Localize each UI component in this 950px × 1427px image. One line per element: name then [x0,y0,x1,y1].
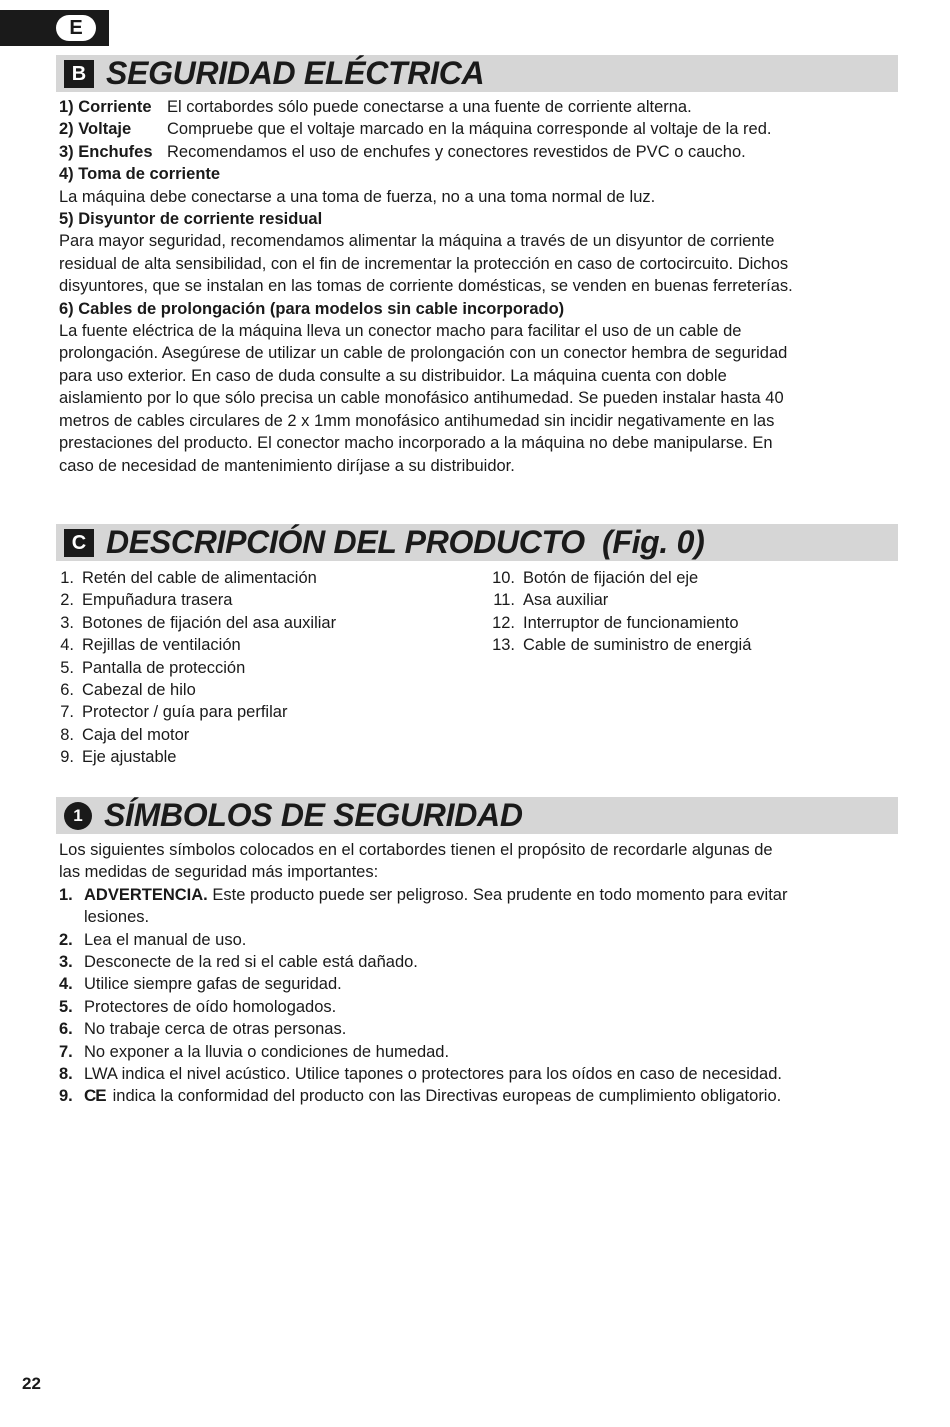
cables-line: aislamiento por lo que sólo precisa un cable monofásico antihumedad. Se pueden instalar hasta 40 [59,389,784,408]
product-parts-list-left [49,567,336,769]
item-text: Utilice siempre gafas de seguridad. [84,975,342,994]
list-item [59,1041,895,1063]
list-item [59,884,895,929]
list-item [59,1085,895,1107]
item-text [84,884,787,929]
section-c-title: DESCRIPCIÓN DEL PRODUCTO (Fig. 0) [106,524,705,560]
item-number: 6. [59,1020,73,1039]
item-text: Desconecte de la red si el cable está dañado. [84,953,418,972]
cables-line: La fuente eléctrica de la máquina lleva un conector macho para facilitar el uso de un cable de [59,322,742,341]
list-item [49,679,336,701]
item-number: 7. [59,1042,73,1061]
item-text: Eje ajustable [82,748,177,767]
item-number: 3. [60,613,74,632]
warning-label: ADVERTENCIA. [84,885,208,904]
item-number: 3. [59,953,73,972]
item-enchufes-label: 3) Enchufes [59,142,153,161]
ce-text: indica la conformidad del producto con las Directivas europeas de cumplimiento obligatorio. [112,1087,782,1106]
item-text: Lea el manual de uso. [84,930,247,949]
list-item [59,1018,895,1040]
item-text: No trabaje cerca de otras personas. [84,1020,347,1039]
list-item [49,634,336,656]
section-b-header [56,55,898,92]
cables-line: prestaciones del producto. El conector macho incorporado a la máquina no debe manipularse. En [59,434,773,453]
disyuntor-line: disyuntores, que se instalan en las tomas de corriente domésticas, se venden en buenas ferreterías. [59,277,793,296]
text-toma: La máquina debe conectarse a una toma de fuerza, no a una toma normal de luz. [59,187,656,206]
language-label: E [56,15,96,41]
item-number: 12. [492,613,515,632]
item-number: 1. [60,569,74,587]
item-number: 11. [493,591,515,610]
section-1-title: SÍMBOLOS DE SEGURIDAD [104,797,523,833]
intro-line: las medidas de seguridad más importantes: [59,863,379,882]
list-item [49,612,336,634]
item-number: 9. [59,1087,73,1106]
item-corriente-text: El cortabordes sólo puede conectarse a una fuente de corriente alterna. [167,98,692,116]
heading-disyuntor: 5) Disyuntor de corriente residual [59,210,323,229]
item-text: Cabezal de hilo [82,681,196,700]
item-text: LWA indica el nivel acústico. Utilice tapones o protectores para los oídos en caso de necesidad. [84,1065,782,1084]
disyuntor-line: residual de alta sensibilidad, con el fin de incrementar la protección en caso de cortocircuito. Dichos [59,254,789,273]
item-number: 8. [59,1065,73,1084]
list-item [59,1063,895,1085]
list-item [49,567,336,589]
cables-line: para uso exterior. En caso de duda consulte a su distribuidor. La máquina cuenta con doble [59,366,727,385]
item-enchufes-text: Recomendamos el uso de enchufes y conectores revestidos de PVC o caucho. [167,142,746,161]
ce-mark-icon: CE [84,1086,106,1106]
product-parts-list-right [489,567,751,657]
item-number: 6. [60,681,74,700]
item-voltaje-label: 2) Voltaje [59,120,132,139]
section-1-badge: 1 [64,802,92,830]
item-text: Caja del motor [82,725,190,744]
warning-text-cont: lesiones. [84,908,150,927]
item-number: 2. [60,591,74,610]
item-text: Botones de fijación del asa auxiliar [82,613,337,632]
item-enchufes [59,141,895,163]
item-text: Botón de fijación del eje [523,569,699,587]
item-text: Protector / guía para perfilar [82,703,288,722]
item-text: No exponer a la lluvia o condiciones de humedad. [84,1042,450,1061]
list-item [49,746,336,768]
list-item [59,973,895,995]
item-text: Cable de suministro de energiá [523,636,752,655]
item-number: 5. [59,997,73,1016]
item-voltaje [59,118,895,140]
list-item [59,951,895,973]
item-corriente-label: 1) Corriente [59,98,152,116]
list-item [489,612,751,634]
section-1-body [59,839,895,1108]
item-number: 8. [60,725,74,744]
cables-line: metros de cables circulares de 2 x 1mm monofásico antihumedad sin incidir negativamente en las [59,411,775,430]
section-b-body [59,96,895,477]
list-item [49,589,336,611]
list-item [59,996,895,1018]
list-item [49,724,336,746]
language-tab [0,10,109,46]
item-text: Asa auxiliar [523,591,609,610]
warning-text: Este producto puede ser peligroso. Sea prudente en todo momento para evitar [207,885,788,904]
list-item [489,589,751,611]
item-number: 13. [492,636,515,655]
item-text [84,1085,781,1107]
item-text: Rejillas de ventilación [82,636,241,655]
item-voltaje-text: Compruebe que el voltaje marcado en la máquina corresponde al voltaje de la red. [167,120,772,139]
item-number: 7. [60,703,74,722]
intro-line: Los siguientes símbolos colocados en el cortabordes tienen el propósito de recordarle algunas de [59,841,773,859]
heading-toma: 4) Toma de corriente [59,165,221,184]
item-text: Interruptor de funcionamiento [523,613,739,632]
cables-line: caso de necesidad de mantenimiento diríjase a su distribuidor. [59,456,515,475]
list-item [59,929,895,951]
list-item [489,567,751,589]
cables-line: prolongación. Asegúrese de utilizar un cable de prolongación con un conector hembra de seguridad [59,344,788,363]
section-b-badge: B [64,60,94,88]
item-corriente [59,96,895,118]
item-text: Empuñadura trasera [82,591,233,610]
item-number: 2. [59,930,73,949]
list-item [49,701,336,723]
item-number: 1. [59,885,73,904]
section-1-header [56,797,898,834]
heading-cables: 6) Cables de prolongación (para modelos sin cable incorporado) [59,299,565,318]
section-c-header [56,524,898,561]
item-number: 4. [59,975,73,994]
item-number: 5. [60,658,74,677]
item-number: 9. [60,748,74,767]
disyuntor-line: Para mayor seguridad, recomendamos alimentar la máquina a través de un disyuntor de corriente [59,232,775,251]
section-c-badge: C [64,529,94,557]
item-number: 10. [492,569,515,587]
item-text: Protectores de oído homologados. [84,997,337,1016]
page-number: 22 [22,1374,41,1393]
list-item [49,657,336,679]
item-text: Retén del cable de alimentación [82,569,317,587]
item-text: Pantalla de protección [82,658,246,677]
section-b-title: SEGURIDAD ELÉCTRICA [106,55,485,91]
list-item [489,634,751,656]
item-number: 4. [60,636,74,655]
